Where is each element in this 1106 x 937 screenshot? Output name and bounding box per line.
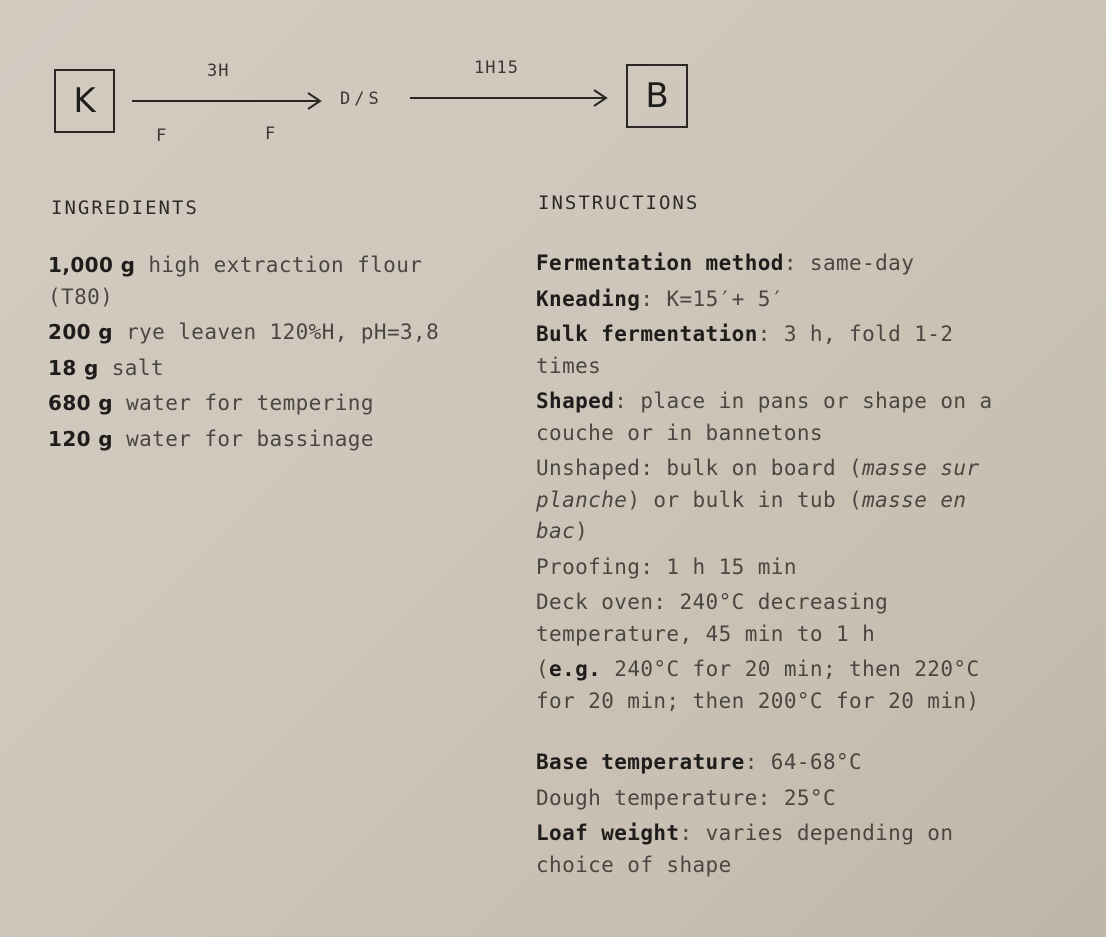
base-temp-label: Base temperature [536,750,745,774]
kneading-label: Kneading [536,286,641,311]
example-schedule [536,654,1026,717]
bake-box [626,64,688,128]
fermentation-method [536,248,1026,280]
loaf-weight-label: Loaf weight [536,821,680,845]
deck-oven: Deck oven: 240°C decreasing temperature, 45 min to 1 h [536,590,889,646]
base-temperature [536,747,1026,779]
proof-time-label: 1H15 [474,58,519,78]
ingredient-item [48,424,488,456]
kneading [536,284,1026,316]
instructions-list [536,248,1026,885]
divide-shape-label: D/S [340,89,383,109]
fold-label-1: F [156,126,168,146]
unshaped-text-c: ) [575,519,589,543]
instructions-heading: INSTRUCTIONS [538,192,700,214]
example-value: 240°C for 20 min; then 220°C for 20 min; then 200°C for 20 min) [536,657,980,713]
ingredients-heading: INGREDIENTS [51,197,199,219]
shaped [536,386,1026,449]
ingredient-item [48,250,488,313]
example-open: ( [536,657,550,681]
ingredient-text: water for tempering [126,391,374,415]
loaf-weight [536,818,1026,881]
ingredient-qty: 18 g [48,355,99,380]
process-flow-diagram [0,0,1106,170]
unshaped-italic-2: masse en bac [536,487,967,543]
bulk-value: : 3 h, fold 1-2 times [536,322,954,378]
ingredient-item [48,388,488,420]
ingredient-qty: 120 g [48,426,114,451]
bulk-fermentation [536,319,1026,382]
dough-temperature: Dough temperature: 25°C [536,785,836,810]
ingredient-qty: 1,000 g [48,253,136,277]
kneading-value: : K=15′+ 5′ [640,286,784,311]
proofing: Proofing: 1 h 15 min [536,554,797,579]
kneading-box-label: K [73,81,96,121]
fold-label-2: F [265,124,277,144]
unshaped-italic-1: masse sur planche [536,456,980,512]
ingredient-item [48,317,488,349]
base-temp-value: : 64-68°C [744,750,863,774]
unshaped [536,453,1026,548]
ingredient-qty: 680 g [48,391,114,415]
ingredient-item [48,353,488,385]
bulk-time-label: 3H [207,61,230,81]
loaf-weight-value: : varies depending on choice of shape [536,821,954,877]
ingredient-text: salt [111,355,164,380]
shaped-value: : place in pans or shape on a couche or in bannetons [536,389,993,445]
bake-box-label: B [645,76,669,116]
ingredient-text: rye leaven 120%H, pH=3,8 [126,320,440,344]
shaped-label: Shaped [536,389,615,413]
ingredient-text: high extraction flour (T80) [48,253,423,309]
ingredients-list [48,250,488,459]
fermentation-label: Fermentation method [536,251,784,275]
unshaped-text-a: Unshaped: bulk on board ( [536,456,863,480]
bulk-label: Bulk fermentation [536,322,758,346]
example-label: e.g. [549,657,602,681]
fermentation-value: : same-day [783,251,915,275]
unshaped-text-b: ) or bulk in tub ( [627,487,863,512]
ingredient-text: water for bassinage [126,426,374,451]
ingredient-qty: 200 g [48,320,114,344]
spacer [536,721,1026,747]
